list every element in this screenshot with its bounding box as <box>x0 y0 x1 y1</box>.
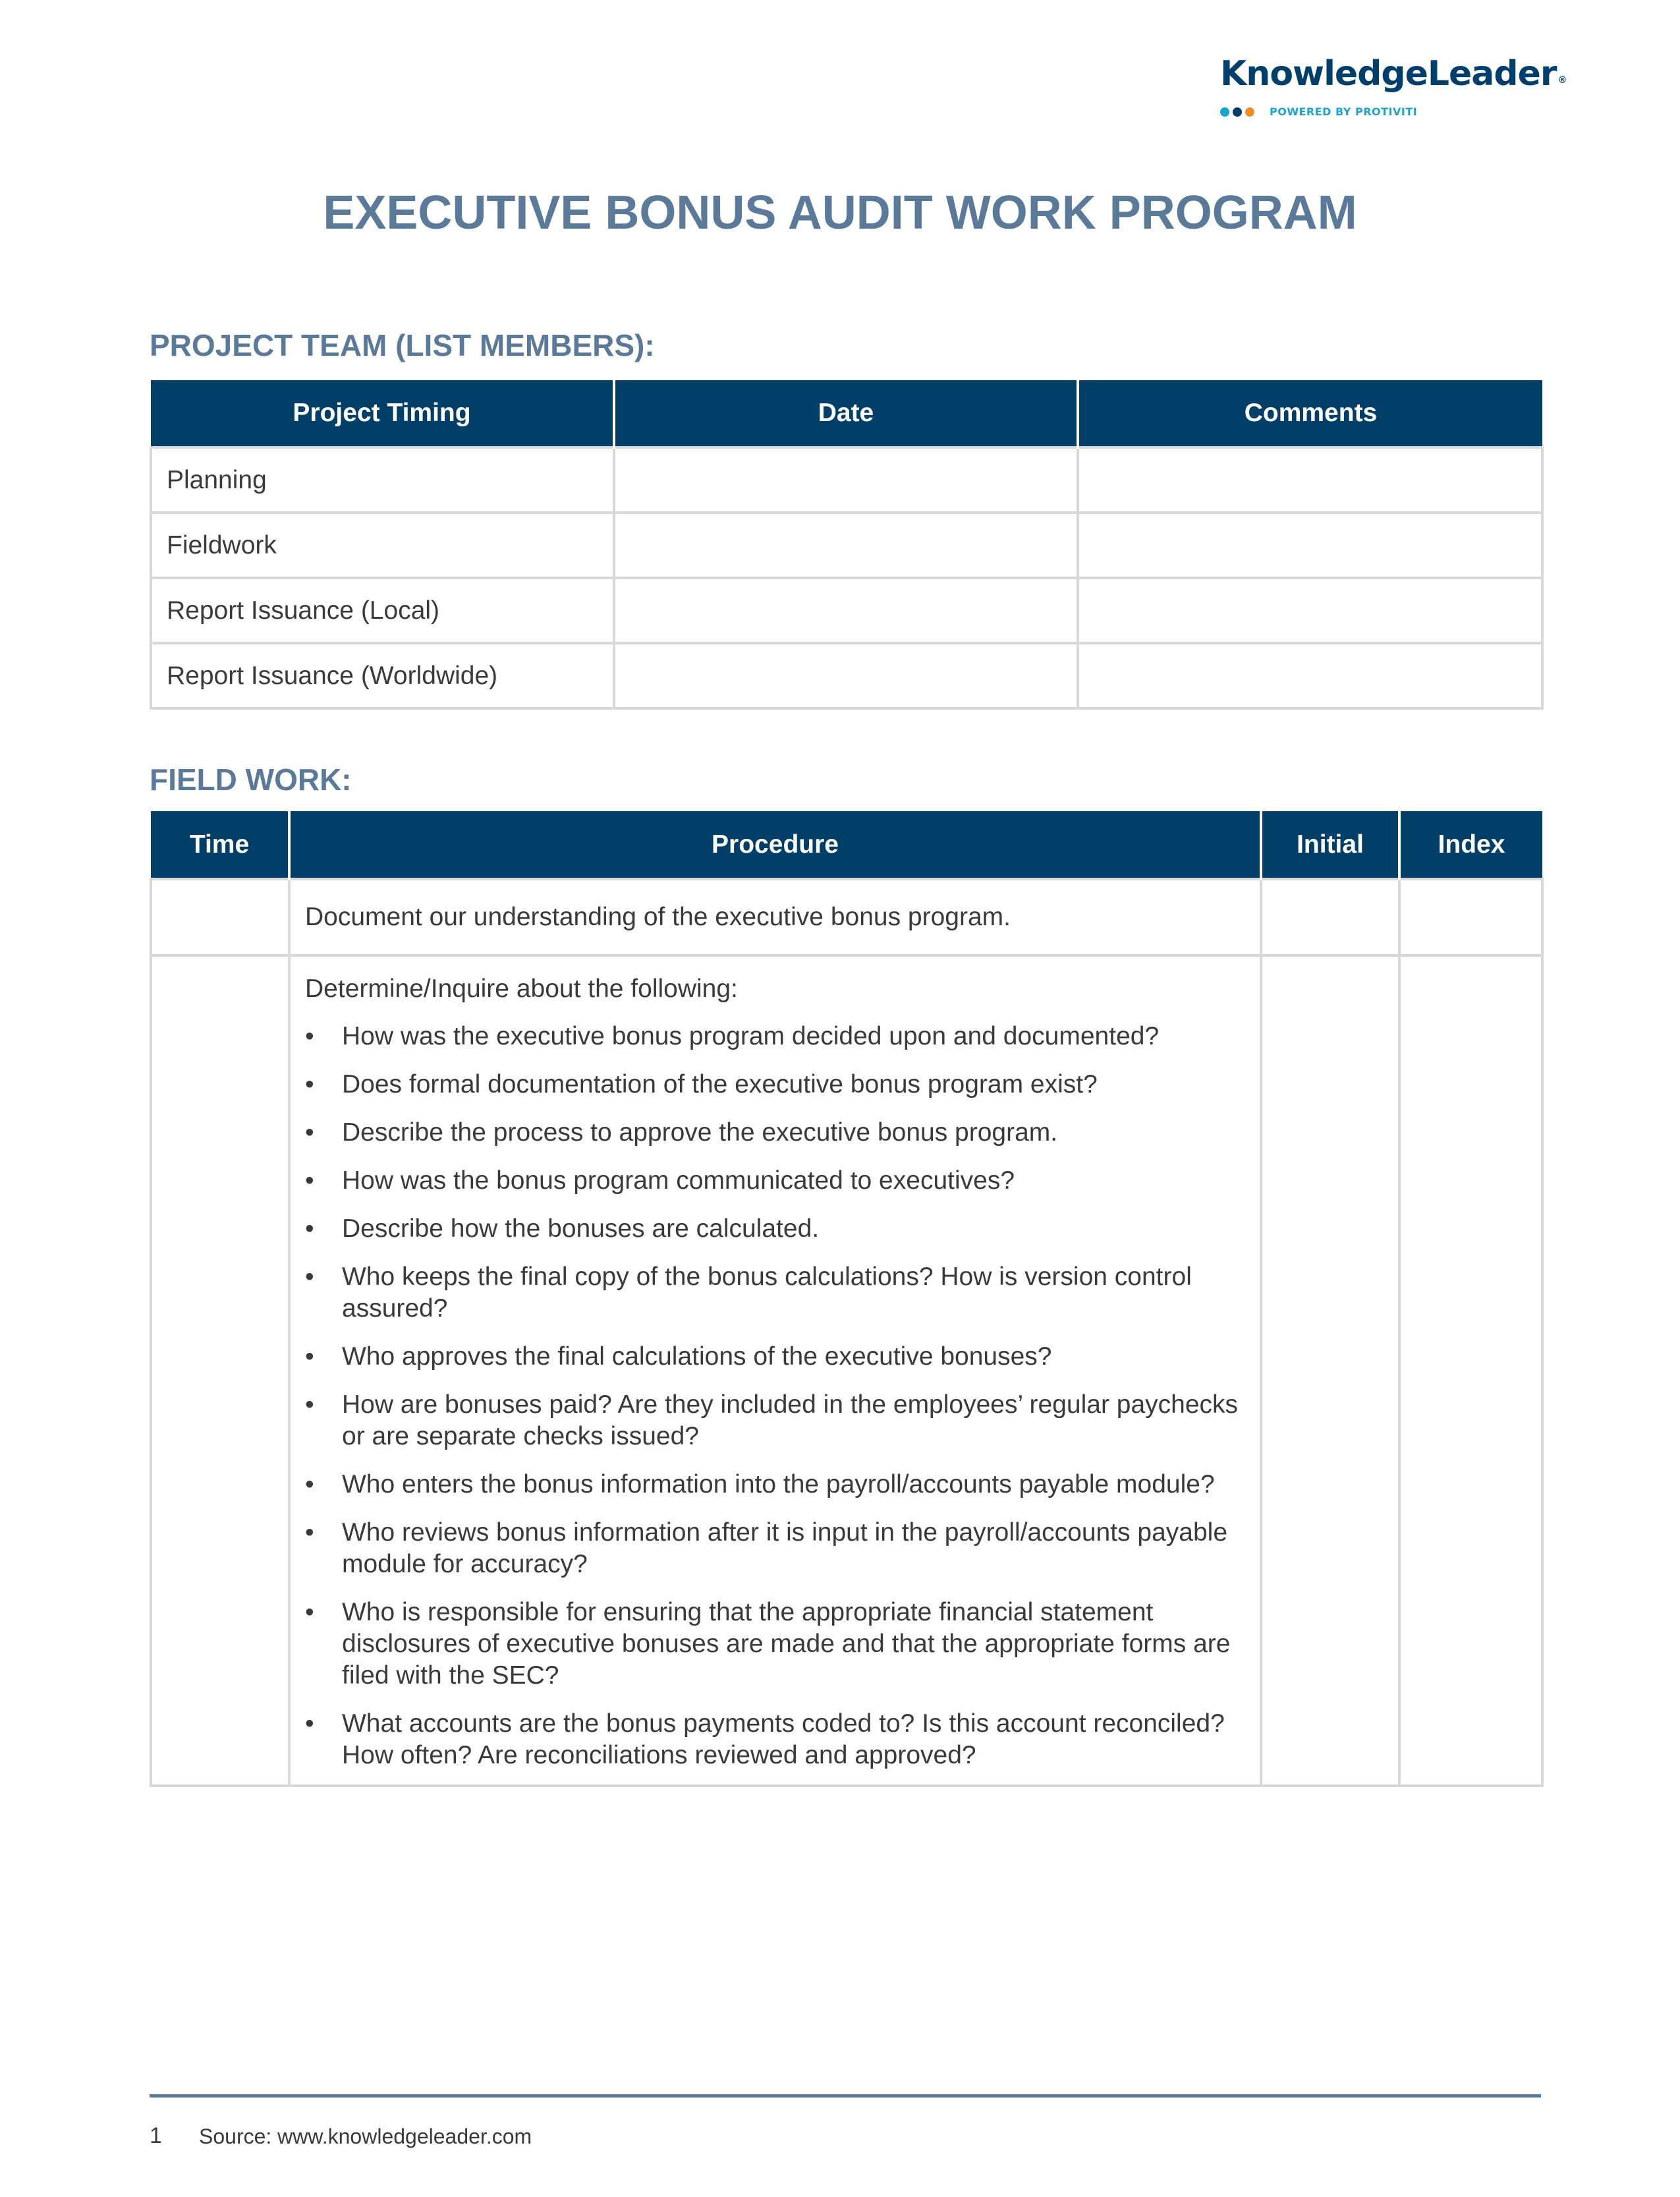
comments-cell[interactable] <box>1078 513 1542 578</box>
column-header-procedure: Procedure <box>289 811 1261 879</box>
document-title: EXECUTIVE BONUS AUDIT WORK PROGRAM <box>323 186 1357 239</box>
time-cell[interactable] <box>151 879 289 956</box>
initial-cell[interactable] <box>1261 956 1399 1786</box>
time-cell[interactable] <box>151 956 289 1786</box>
logo-wordmark <box>1220 54 1567 94</box>
registered-mark: ® <box>1557 75 1567 86</box>
table-row <box>151 578 1542 643</box>
column-header-project-timing: Project Timing <box>151 380 614 447</box>
bullet-icon: • <box>305 1598 314 1626</box>
list-item-text: Who reviews bonus information after it is input in the payroll/accounts payable module for accuracy? <box>342 1518 1228 1578</box>
procedure-intro: Determine/Inquire about the following: <box>305 975 738 1003</box>
procedure-bullet-list <box>305 1021 1246 1771</box>
list-item-text: Who enters the bonus information into the payroll/accounts payable module? <box>342 1470 1215 1498</box>
initial-cell[interactable] <box>1261 879 1399 956</box>
list-item <box>305 1117 1246 1149</box>
column-header-comments: Comments <box>1078 380 1542 447</box>
list-item-text: How was the bonus program communicated to executives? <box>342 1166 1015 1195</box>
timing-cell: Report Issuance (Worldwide) <box>151 643 614 708</box>
footer-divider <box>150 2094 1541 2097</box>
column-header-index: Index <box>1399 811 1542 879</box>
list-item-text: How are bonuses paid? Are they included in the employees’ regular paychecks or are separate checks issued? <box>342 1390 1239 1450</box>
table-row <box>151 513 1542 578</box>
bullet-icon: • <box>305 1390 314 1419</box>
table-row <box>151 879 1542 956</box>
bullet-icon: • <box>305 1214 314 1243</box>
page-number: 1 <box>150 2123 162 2148</box>
index-cell[interactable] <box>1399 956 1542 1786</box>
logo-dot-navy-icon <box>1233 107 1242 117</box>
project-timing-table <box>150 380 1544 710</box>
timing-cell: Fieldwork <box>151 513 614 578</box>
list-item-text: Does formal documentation of the executive bonus program exist? <box>342 1070 1098 1098</box>
list-item <box>305 1213 1246 1245</box>
project-timing-header-row <box>151 380 1542 447</box>
list-item-text: Who is responsible for ensuring that the appropriate financial statement disclosures of executive bonuses are made and that the appropriate forms are filed with the SEC? <box>342 1598 1231 1690</box>
logo-dot-teal-icon <box>1220 107 1229 117</box>
list-item <box>305 1517 1246 1580</box>
table-row <box>151 643 1542 708</box>
list-item-text: Who approves the final calculations of the executive bonuses? <box>342 1342 1052 1371</box>
bullet-icon: • <box>305 1518 314 1547</box>
bullet-icon: • <box>305 1118 314 1147</box>
date-cell[interactable] <box>614 513 1078 578</box>
comments-cell[interactable] <box>1078 643 1542 708</box>
column-header-initial: Initial <box>1261 811 1399 879</box>
list-item <box>305 1261 1246 1325</box>
table-row <box>151 447 1542 513</box>
list-item <box>305 1708 1246 1771</box>
list-item <box>305 1389 1246 1452</box>
field-work-header-row <box>151 811 1542 879</box>
field-work-heading: FIELD WORK: <box>150 762 352 797</box>
logo-tagline: POWERED BY PROTIVITI <box>1270 105 1418 118</box>
list-item <box>305 1069 1246 1100</box>
list-item <box>305 1021 1246 1052</box>
procedure-cell <box>289 956 1261 1786</box>
bullet-icon: • <box>305 1022 314 1050</box>
index-cell[interactable] <box>1399 879 1542 956</box>
date-cell[interactable] <box>614 643 1078 708</box>
timing-cell: Report Issuance (Local) <box>151 578 614 643</box>
bullet-icon: • <box>305 1263 314 1291</box>
field-work-table <box>150 811 1544 1787</box>
comments-cell[interactable] <box>1078 578 1542 643</box>
list-item-text: Who keeps the final copy of the bonus calculations? How is version control assured? <box>342 1263 1192 1323</box>
bullet-icon: • <box>305 1709 314 1738</box>
bullet-icon: • <box>305 1070 314 1098</box>
list-item-text: How was the executive bonus program decided upon and documented? <box>342 1022 1160 1050</box>
bullet-icon: • <box>305 1470 314 1498</box>
list-item-text: What accounts are the bonus payments coded to? Is this account reconciled? How often? Are reconciliations reviewed and approved? <box>342 1709 1225 1769</box>
bullet-icon: • <box>305 1166 314 1195</box>
date-cell[interactable] <box>614 447 1078 513</box>
logo-tagline-row <box>1220 105 1543 118</box>
list-item <box>305 1165 1246 1197</box>
cell-bottom-padding <box>305 1771 1246 1784</box>
list-item <box>305 1469 1246 1500</box>
project-team-heading: PROJECT TEAM (LIST MEMBERS): <box>150 328 655 362</box>
date-cell[interactable] <box>614 578 1078 643</box>
procedure-cell: Document our understanding of the executive bonus program. <box>289 879 1261 956</box>
bullet-icon: • <box>305 1342 314 1371</box>
comments-cell[interactable] <box>1078 447 1542 513</box>
logo-wordmark-text: KnowledgeLeader <box>1220 54 1557 94</box>
logo-dot-orange-icon <box>1245 107 1254 117</box>
knowledgeleader-logo <box>1220 54 1567 118</box>
column-header-time: Time <box>151 811 289 879</box>
list-item-text: Describe how the bonuses are calculated. <box>342 1214 820 1243</box>
list-item-text: Describe the process to approve the executive bonus program. <box>342 1118 1058 1147</box>
column-header-date: Date <box>614 380 1078 447</box>
list-item <box>305 1597 1246 1692</box>
source-citation: Source: www.knowledgeleader.com <box>199 2125 532 2148</box>
table-row <box>151 956 1542 1786</box>
timing-cell: Planning <box>151 447 614 513</box>
list-item <box>305 1341 1246 1373</box>
